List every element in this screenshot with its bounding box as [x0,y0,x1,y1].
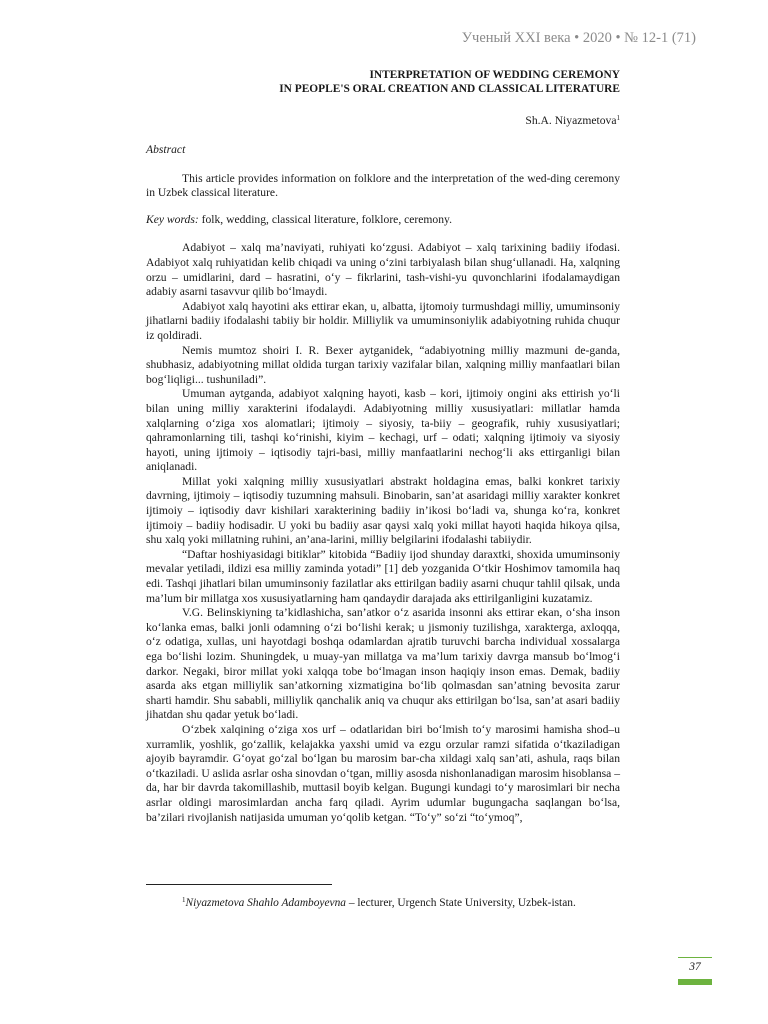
article-content [146,68,620,825]
footnote-author-name: Niyazmetova Shahlo Adamboyevna [185,897,346,909]
body-paragraph-3: Nemis mumtoz shoiri I. R. Bexer aytganidek, “adabiyotning milliy mazmuni de-ganda, shubhasiz, adabiyotning millat oldida turgan tarixiy vazifalar bilan, xalqning milliy manfaatlari bilan bog‘liqligi... tushuniladi”. [146,343,620,386]
body-text [146,241,620,825]
page-number-accent-bar [678,979,712,985]
body-paragraph-1: Adabiyot – xalq ma’naviyati, ruhiyati ko‘zgusi. Adabiyot – xalq tarixining badiiy ifodasi. Adabiyot xalq ruhiyatidan kelib chiqadi va uning o‘zini tarbiyalash bilan shug‘ullanadi. Ha, xalqning orzu – umidlarini, dard – hasratini, o‘y – fikrlarini, tash-vishi-yu quvonchlarini ifodalamaydigan adabiy asarni tasavvur qilib bo‘lmaydi. [146,241,620,299]
keywords-text: folk, wedding, classical literature, folklore, ceremony. [198,212,452,226]
article-title [146,68,620,96]
author-footnote-mark: 1 [616,114,620,123]
footnote-text: – lecturer, Urgench State University, Uzbek-istan. [346,897,576,909]
footnote [146,893,620,911]
footnote-mark: 1 [182,896,186,904]
body-paragraph-8: O‘zbek xalqining o‘ziga xos urf – odatlaridan biri bo‘lmish to‘y marosimi hamisha shod–u xurramlik, yoshlik, go‘zallik, kelajakka yaxshi umid va ezgu orzular ramzi sifatida o‘tkaziladigan ajoyib bayramdir. G‘oyat go‘zal bo‘lgan bu marosim bar-cha xildagi xalq san’ati, ashula, raqs bilan o‘tkaziladi. U aslida asrlar osha sinovdan o‘tgan, milliy asosda nishonlanadigan marosim hisoblansa – da, har bir davrda takomillashib, muttasil boyib kelgan. Bugungi kundagi to‘y marosimlari bir necha asrlar oldingi marosimlardan ancha farq qiladi. Ayrim udumlar bugungacha saqlangan bo‘lsa, ba’zilari rivojlanish natijasida umuman yo‘qolib ketgan. “To‘y” so‘zi “to‘ymoq”, [146,722,620,824]
abstract-heading: Abstract [146,143,186,156]
page-number-rule [678,957,712,958]
body-paragraph-2: Adabiyot xalq hayotini aks ettirar ekan, u, albatta, ijtomoiy turmushdagi milliy, umuminsoniy jihatlarni badiiy ifodalashi tabiiy bir holdir. Milliylik va umuminsoniylik adabiyotning ruhida chuqur iz qoldiradi. [146,299,620,342]
keywords-label: Key words: [146,212,199,226]
author-line [146,111,620,129]
page-number-block [678,957,712,987]
footnote-divider [146,884,332,885]
page-number: 37 [689,961,701,973]
body-paragraph-5: Millat yoki xalqning milliy xususiyatlari abstrakt holdagina emas, balki konkret tarixiy davrning, ijtimoiy – iqtisodiy tuzumning mahsuli. Binobarin, san’at asaridagi milliy xarakter konkret ijtimoiy – iqtisodiy davr kishilari xarakterining badiiy in’ikosi bo‘ladi va, shunga ko‘ra, konkret ijtimoiy – badiiy hodisadir. U yoki bu badiiy asar qaysi xalq yoki millat hayoti haqida hikoya qilsa, shu xalq yoki millatning ruhini, an’ana-larini, milliy belgilarini ifodalashi tabiiydir. [146,474,620,547]
author-name: Sh.A. Niyazmetova [525,114,617,128]
title-line-2: IN PEOPLE'S ORAL CREATION AND CLASSICAL LITERATURE [279,83,620,96]
body-paragraph-7: V.G. Belinskiyning ta’kidlashicha, san’atkor o‘z asarida insonni aks ettirar ekan, o‘sha inson ko‘lanka emas, balki jonli odamning o‘zi bo‘lishi kerak; u jismoniy tuzilishga, xarakterga, axloqqa, o‘z odatiga, xullas, uni hayotdagi boshqa odamlardan ajratib turuvchi barcha individual xossalarga ega bo‘lishi lozim. Shuningdek, u muay-yan millatga va ma’lum tarixiy davrga mansub bo‘lmog‘i darkor. Negaki, biror millat yoki xalqqa tobe bo‘lmagan inson haqiqiy inson emas. Demak, badiiy asarda aks etgan milliylik san’atkorning xizmatigina bo‘lib qolmasdan san’atning bevosita zarur sharti hamdir. Shu sababli, milliylik qanchalik aniq va chuqur aks ettirilgan bo‘lsa, san’at asari badiiy jihatdan shu qadar yetuk bo‘ladi. [146,606,620,722]
title-line-1: INTERPRETATION OF WEDDING CEREMONY [369,69,620,81]
running-header: Ученый XXI века • 2020 • № 12-1 (71) [461,30,696,46]
abstract-text: This article provides information on folklore and the interpretation of the wed-ding ceremony in Uzbek classical literature. [146,171,620,200]
body-paragraph-6: “Daftar hoshiyasidagi bitiklar” kitobida “Badiiy ijod shunday daraxtki, shoxida umuminsoniy mevalar yetiladi, ildizi esa milliy zaminda yotadi” [1] deb yozganida O‘tkir Hoshimov tamomila haq edi. Tashqi jihatlari bilan umuminsoniy fazilatlar aks ettirilgan badiiy asarni chuqur tahlil qilsak, unda ma’lum bir millatga xos xususiyatlarning ham qandaydir darajada aks ettirilganligini kuzatamiz. [146,547,620,605]
body-paragraph-4: Umuman aytganda, adabiyot xalqning hayoti, kasb – kori, ijtimoiy ongini aks ettirish yo‘li bilan uning milliy xarakterini ifodalaydi. Adabiyotning milliy xususiyatlari: millatlar hamda xalqlarning o‘ziga xos alomatlari; ijtimoiy – siyosiy, ta-biiy – geografik, ruhiy xususiyatlari; qahramonlarning tili, tashqi ko‘rinishi, kiyim – kechagi, urf – odati; xalqning ijtimoiy va siyosiy hayoti, uning ijtimoiy – iqtisodiy tajri-basi, milliy manfaatlarini nechog‘li aks ettirganligi bilan aniqlanadi. [146,387,620,474]
keywords [146,213,620,228]
